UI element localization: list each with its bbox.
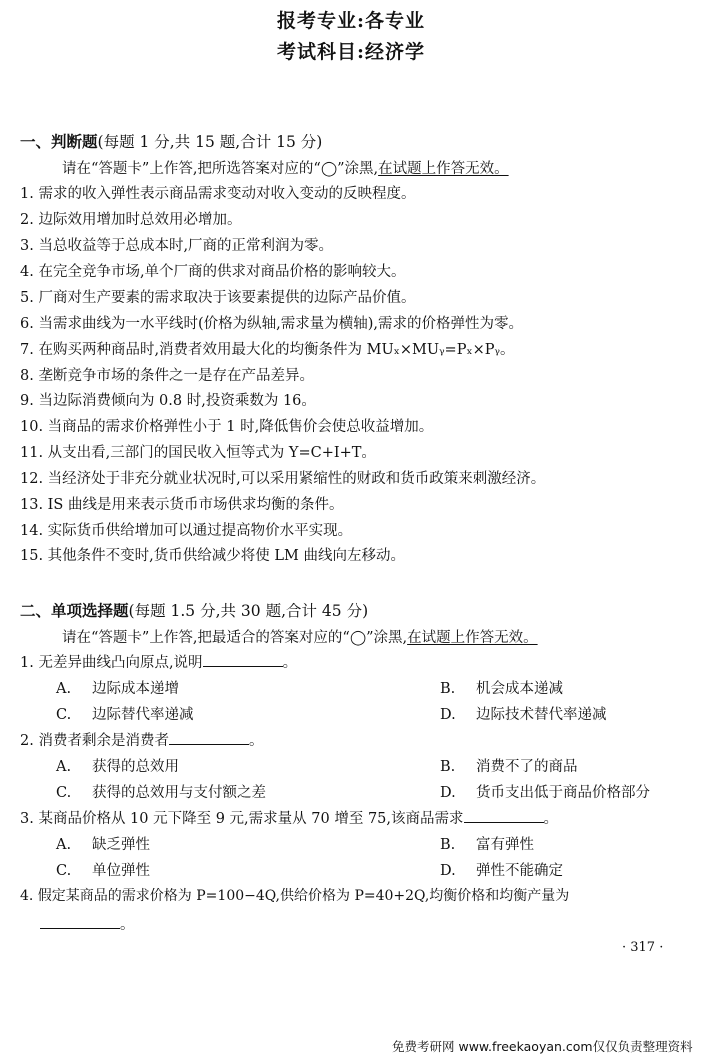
exam-major-title: 报考专业:各专业 [276, 10, 425, 32]
judge-item-3: 3. 当总收益等于总成本时,厂商的正常利润为零。 [20, 238, 334, 254]
mc-question-4-blank-line: 。 [40, 913, 135, 934]
page-number: · 317 · [622, 940, 664, 955]
q1-option-d: D. 边际技术替代率递减 [440, 707, 607, 723]
judge-item-1: 1. 需求的收入弹性表示商品需求变动对收入变动的反映程度。 [20, 186, 416, 202]
mc-question-4-stem: 4. 假定某商品的需求价格为 P=100−4Q,供给价格为 P=40+2Q,均衡价格和均衡产量为 [20, 888, 570, 904]
section2-points: (每题 1.5 分,共 30 题,合计 45 分) [128, 602, 369, 620]
section2-instruction [62, 626, 538, 647]
judge-item-7: 7. 在购买两种商品时,消费者效用最大化的均衡条件为 MUₓ×MUᵧ=Pₓ×Pᵧ。 [20, 342, 515, 358]
answer-blank [203, 654, 283, 667]
q2-option-b: B. 消费不了的商品 [440, 759, 578, 775]
judge-item-5: 5. 厂商对生产要素的需求取决于该要素提供的边际产品价值。 [20, 290, 416, 306]
judge-item-10: 10. 当商品的需求价格弹性小于 1 时,降低售价会使总收益增加。 [20, 419, 434, 435]
judge-item-8: 8. 垄断竞争市场的条件之一是存在产品差异。 [20, 368, 314, 384]
q1-option-a: A. 边际成本递增 [56, 681, 179, 697]
q2-option-c: C. 获得的总效用与支付额之差 [56, 785, 266, 801]
answer-blank [40, 916, 120, 929]
q3-option-d: D. 弹性不能确定 [440, 863, 563, 879]
judge-item-12: 12. 当经济处于非充分就业状况时,可以采用紧缩性的财政和货币政策来刺激经济。 [20, 471, 546, 487]
section1-instruction-text: 请在“答题卡”上作答,把所选答案对应的“◯”涂黑, [62, 161, 379, 177]
mc-question-2: 2. 消费者剩余是消费者 。 [20, 733, 264, 749]
judge-item-9: 9. 当边际消费倾向为 0.8 时,投资乘数为 16。 [20, 393, 316, 409]
q3-option-a: A. 缺乏弹性 [56, 837, 150, 853]
section1-points: (每题 1 分,共 15 题,合计 15 分) [97, 133, 323, 151]
footer-watermark: 免费考研网 www.freekaoyan.com仅仅负责整理资料 [392, 1039, 693, 1054]
judge-item-2: 2. 边际效用增加时总效用必增加。 [20, 212, 242, 228]
judge-item-14: 14. 实际货币供给增加可以通过提高物价水平实现。 [20, 523, 353, 539]
section2-heading [20, 599, 368, 621]
judge-item-11: 11. 从支出看,三部门的国民收入恒等式为 Y=C+I+T。 [20, 445, 376, 461]
section1-instruction-warning: 在试题上作答无效。 [378, 161, 509, 177]
answer-blank [464, 810, 544, 823]
judge-item-4: 4. 在完全竞争市场,单个厂商的供求对商品价格的影响较大。 [20, 264, 406, 280]
section1-title: 一、判断题 [20, 132, 98, 151]
judge-item-15: 15. 其他条件不变时,货币供给减少将使 LM 曲线向左移动。 [20, 548, 405, 564]
q1-option-c: C. 边际替代率递减 [56, 707, 194, 723]
mc-question-1-stem: 1. 无差异曲线凸向原点,说明 [20, 655, 203, 671]
section2-instruction-warning: 在试题上作答无效。 [407, 630, 538, 646]
judge-item-13: 13. IS 曲线是用来表示货币市场供求均衡的条件。 [20, 497, 344, 513]
section1-heading [20, 130, 322, 152]
q3-option-c: C. 单位弹性 [56, 863, 150, 879]
section2-instruction-text: 请在“答题卡”上作答,把最适合的答案对应的“◯”涂黑, [62, 630, 408, 646]
q1-option-b: B. 机会成本递减 [440, 681, 563, 697]
q2-option-a: A. 获得的总效用 [56, 759, 179, 775]
q2-option-d: D. 货币支出低于商品价格部分 [440, 785, 650, 801]
exam-subject-title: 考试科目:经济学 [276, 41, 425, 63]
q3-option-b: B. 富有弹性 [440, 837, 534, 853]
mc-question-1: 1. 无差异曲线凸向原点,说明 。 [20, 655, 298, 671]
mc-question-3: 3. 某商品价格从 10 元下降至 9 元,需求量从 70 增至 75,该商品需求 。 [20, 811, 559, 827]
mc-question-3-stem: 3. 某商品价格从 10 元下降至 9 元,需求量从 70 增至 75,该商品需求 [20, 811, 464, 827]
judge-item-6: 6. 当需求曲线为一水平线时(价格为纵轴,需求量为横轴),需求的价格弹性为零。 [20, 316, 523, 332]
section1-instruction [62, 157, 509, 178]
mc-question-2-stem: 2. 消费者剩余是消费者 [20, 733, 169, 749]
section2-title: 二、单项选择题 [20, 601, 129, 620]
answer-blank [169, 732, 249, 745]
